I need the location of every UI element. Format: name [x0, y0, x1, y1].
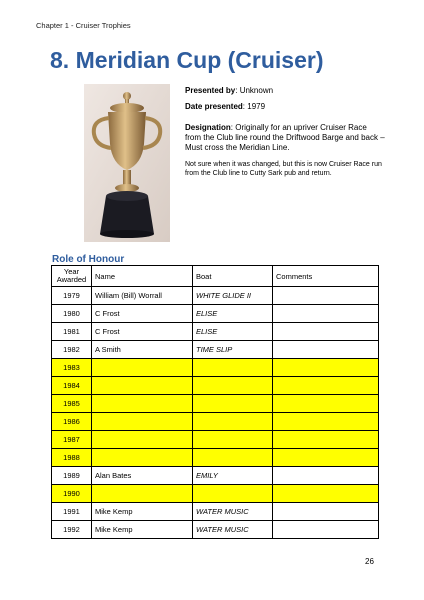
- cell-boat: [193, 413, 273, 431]
- cell-name: [92, 449, 193, 467]
- trophy-photo: [84, 84, 170, 242]
- cell-name: William (Bill) Worrall: [92, 287, 193, 305]
- cell-name: [92, 377, 193, 395]
- designation: Designation: Originally for an upriver Cruiser Race from the Club line round the Driftwood Barge and back – Must cross the Meridian Line.: [185, 123, 385, 152]
- cell-name: [92, 395, 193, 413]
- cell-year: 1992: [52, 521, 92, 539]
- cell-name: Mike Kemp: [92, 521, 193, 539]
- cell-year: 1980: [52, 305, 92, 323]
- table-row: [52, 359, 379, 377]
- cell-boat: WATER MUSIC: [193, 521, 273, 539]
- cell-comments: [273, 503, 379, 521]
- page-header: Chapter 1 - Cruiser Trophies: [36, 21, 131, 30]
- cell-year: 1991: [52, 503, 92, 521]
- designation-note: Not sure when it was changed, but this is now Cruiser Race run from the Club line to Cutty Sark pub and return.: [185, 161, 382, 177]
- cell-year: 1983: [52, 359, 92, 377]
- cell-year: 1989: [52, 467, 92, 485]
- cell-comments: [273, 377, 379, 395]
- cell-comments: [273, 485, 379, 503]
- table-row: [52, 431, 379, 449]
- cell-name: C Frost: [92, 323, 193, 341]
- cell-name: [92, 485, 193, 503]
- cell-comments: [273, 305, 379, 323]
- cell-boat: [193, 449, 273, 467]
- table-row: [52, 305, 379, 323]
- presented-by: Presented by: Unknown: [185, 86, 274, 95]
- table-row: [52, 485, 379, 503]
- cell-comments: [273, 521, 379, 539]
- table-row: [52, 503, 379, 521]
- table-row: [52, 449, 379, 467]
- cell-boat: [193, 377, 273, 395]
- cell-year: 1979: [52, 287, 92, 305]
- cell-year: 1981: [52, 323, 92, 341]
- cell-boat: TIME SLIP: [193, 341, 273, 359]
- header-boat: Boat: [193, 266, 273, 287]
- cell-year: 1984: [52, 377, 92, 395]
- cell-comments: [273, 413, 379, 431]
- cell-boat: [193, 359, 273, 377]
- page-number: 26: [365, 557, 374, 566]
- cell-boat: WHITE GLIDE II: [193, 287, 273, 305]
- cell-year: 1988: [52, 449, 92, 467]
- cell-comments: [273, 467, 379, 485]
- table-row: [52, 287, 379, 305]
- cell-boat: ELISE: [193, 305, 273, 323]
- section-title: Role of Honour: [52, 254, 125, 265]
- header-comments: Comments: [273, 266, 379, 287]
- cell-boat: EMILY: [193, 467, 273, 485]
- cell-year: 1990: [52, 485, 92, 503]
- table-row: [52, 413, 379, 431]
- cell-name: [92, 431, 193, 449]
- cell-name: [92, 413, 193, 431]
- cell-comments: [273, 341, 379, 359]
- cell-name: A Smith: [92, 341, 193, 359]
- header-name: Name: [92, 266, 193, 287]
- cell-name: [92, 359, 193, 377]
- cell-year: 1987: [52, 431, 92, 449]
- cell-comments: [273, 431, 379, 449]
- trophy-icon: [84, 84, 170, 242]
- cell-comments: [273, 359, 379, 377]
- cell-comments: [273, 287, 379, 305]
- cell-boat: WATER MUSIC: [193, 503, 273, 521]
- cell-boat: [193, 485, 273, 503]
- header-year: Year Awarded: [52, 266, 92, 287]
- cell-year: 1985: [52, 395, 92, 413]
- cell-year: 1986: [52, 413, 92, 431]
- table-row: [52, 341, 379, 359]
- table-row: [52, 377, 379, 395]
- cell-name: Mike Kemp: [92, 503, 193, 521]
- table-row: [52, 467, 379, 485]
- table-header-row: [52, 266, 379, 287]
- honour-table: [51, 265, 379, 539]
- page-title: 8. Meridian Cup (Cruiser): [50, 47, 324, 73]
- trophy-info: [185, 86, 385, 178]
- cell-name: C Frost: [92, 305, 193, 323]
- cell-boat: [193, 431, 273, 449]
- table-row: [52, 521, 379, 539]
- cell-comments: [273, 395, 379, 413]
- cell-boat: [193, 395, 273, 413]
- cell-comments: [273, 323, 379, 341]
- cell-name: Alan Bates: [92, 467, 193, 485]
- cell-year: 1982: [52, 341, 92, 359]
- table-row: [52, 395, 379, 413]
- table-row: [52, 323, 379, 341]
- cell-comments: [273, 449, 379, 467]
- cell-boat: ELISE: [193, 323, 273, 341]
- date-presented: Date presented: 1979: [185, 102, 266, 111]
